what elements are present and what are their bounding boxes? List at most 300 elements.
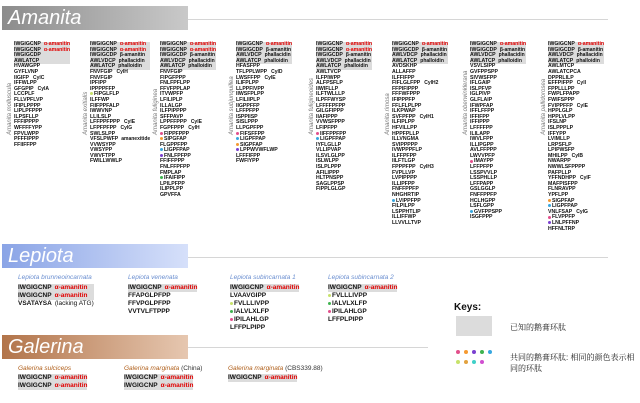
peptide-sequence: HPPFPLLP [392,130,420,137]
peptide-row [328,316,397,324]
toxin-name: α-amanitin [43,46,71,53]
peptide-sequence: VVWSYPP [90,141,116,148]
peptide-sequence: FIPPLGLGP [316,186,346,193]
peptide-sequence: IFFLFFPP [470,108,495,115]
lepiota-peptide-list [230,284,299,332]
key-color-dot [488,350,492,354]
peptide-sequence: GFGPIP [14,85,34,92]
peptide-sequence: IWGIGCNP [18,284,52,291]
peptide-sequence: ILFPIWPP [316,74,341,81]
peptide-sequence: FPPLLLPP [548,85,575,92]
shared-peptide-dot [160,154,163,157]
peptide-sequence: FWILLWWLP [90,158,122,165]
peptide-sequence: SIVWSFPP [470,74,497,81]
key-color-dot [472,350,476,354]
peptide-sequence: FNLFFPFPP [160,164,190,171]
peptide-sequence: AWLATCPCA [548,68,581,75]
toxin-name: α-amanitin [499,41,527,47]
peptide-row [548,227,604,233]
section-rule-amanita [188,19,608,20]
section-band-amanita: Amanita [2,6,188,30]
peptide-sequence: IWGIGCNP [548,41,575,47]
species-peptide-column [470,42,526,221]
peptide-sequence: LFFFFPFPP [316,102,346,109]
peptide-sequence: FWFIYPP [236,158,260,165]
peptide-sequence: LPIPWSFP [548,147,575,154]
peptide-row [14,143,70,149]
peptide-sequence: GILGFIPPP [316,108,344,115]
peptide-sequence: IWGIGCNP [14,41,41,47]
peptide-sequence: HFFNLTRP [548,225,575,232]
peptide-sequence: AWLATCP [160,63,186,70]
peptide-sequence: AWLATCP [316,63,342,70]
peptide-sequence: FVPLLVP [392,169,415,176]
peptide-sequence: LFIPFPP [316,124,338,131]
peptide-sequence: AVDSKHP [392,63,417,70]
key-known-swatch [456,316,492,336]
peptide-sequence: FIPGFPPP [160,74,186,81]
peptide-sequence: FLGPPFPP [160,141,188,148]
section-band-lepiota: Lepiota [2,244,188,268]
peptide-row [328,308,397,316]
peptide-sequence: ILFPIPPPP [160,108,187,115]
peptide-sequence: FVIPPFFP [548,102,573,109]
shared-peptide-dot [236,132,239,135]
shared-peptide-dot [328,302,331,305]
peptide-sequence: NWARPP [548,158,571,165]
peptide-sequence: LFFPLPIPP [230,324,266,331]
cyclopeptide-tag: CylH [188,124,200,131]
peptide-sequence: ILPSFLLP [14,113,39,120]
cyclopeptide-tag: CylD [271,68,283,75]
peptide-sequence: FNLFPFLPP [160,80,190,87]
peptide-sequence: IFIPLPPPP [14,102,41,109]
cyclopeptide-tag: CylE [576,102,588,109]
peptide-sequence: ALFPSFLP [316,80,343,87]
key-color-dot [480,360,484,364]
peptide-sequence: SWLSLPP [90,130,116,137]
keys-title: Keys: [454,302,482,313]
peptide-sequence: FLLVPFLVP [14,96,43,103]
peptide-sequence: GLFLAIP [470,96,493,103]
peptide-sequence: LVIMLLP [548,136,570,143]
shared-peptide-dot [230,310,233,313]
peptide-sequence: AWLATCP [470,57,496,64]
peptide-sequence: LLVVLLTVP [392,220,421,226]
peptide-sequence: LFFPFPP [470,164,494,171]
peptide-sequence: HLTPNSPP [316,175,344,182]
peptide-sequence: SFFPAVP [160,113,184,120]
lepiota-species-label: Lepiota subincarnata 1 [230,274,296,281]
section-rule-galerina [188,347,428,348]
peptide-sequence: LPPWVWFLWP [240,147,278,154]
peptide-sequence: FILPILPP [392,203,415,210]
key-shared-text: 共同的鹅膏环肽: 相同的颜色表示相同的环肽 [510,353,635,373]
peptide-row [90,159,150,165]
peptide-row [392,221,448,227]
peptide-sequence: GPVFFA [160,192,181,199]
peptide-sequence: EFFPIFPP [548,80,573,87]
peptide-sequence: AWLVDCP [160,57,186,64]
species-label-vertical: Amanita molluscula [7,82,13,135]
species-label-vertical: Amanita oberwinklerana [463,70,469,135]
cyclopeptide-tag: CylH2 [424,80,439,87]
peptide-sequence: AWLMTCP [548,63,575,70]
cyclopeptide-tag: CylE [123,119,136,126]
peptide-sequence: ILKPWAP [392,108,416,115]
peptide-sequence: IWGIGCNP [328,284,362,291]
toxin-name: α-amanitin [54,284,88,291]
peptide-sequence: VLLIPVAP [316,147,341,154]
peptide-sequence: IWGIGCNP [14,46,41,53]
shared-peptide-dot [316,132,319,135]
cyclopeptide-tag: CylH1 [419,113,434,120]
peptide-sequence: IIAFIPPP [316,113,338,120]
cyclopeptide-tag: CylF [579,175,591,182]
shared-peptide-dot [548,221,551,224]
peptide-sequence: IPILAHLGP [234,316,269,323]
peptide-sequence: IWGIGCNP [18,374,52,381]
peptide-sequence: LFFFIFPP [236,152,261,159]
peptide-row [470,215,526,221]
toxin-name: phallacidin [344,57,371,64]
toxin-name: amanexitide [121,136,151,143]
peptide-sequence: FNVFGIP [90,68,113,75]
species-peptide-column [316,42,372,193]
lepiota-species-label: Lepiota subincarnata 2 [328,274,394,281]
peptide-row [128,292,197,300]
cyclopeptide-tag: CylB [571,152,584,159]
peptide-sequence: AVLFFPPP [470,147,497,154]
peptide-sequence: AWLVDCP [90,57,116,64]
peptide-sequence: VSATAYSA [18,300,52,307]
peptide-sequence: LFPFPFPP [90,124,117,131]
peptide-sequence: HFVILLPP [392,124,418,131]
peptide-sequence: IFLGAIP [470,80,491,87]
peptide-row [128,300,197,308]
peptide-sequence: LFFPLPIPP [328,316,364,323]
shared-peptide-dot [230,318,233,321]
cyclopeptide-tag: CylA [37,85,50,92]
peptide-sequence: IFIPPPFP [392,96,416,103]
peptide-sequence: ISLPPPLP [548,124,574,131]
toxin-name: α-amanitin [189,46,217,53]
shared-peptide-dot [328,310,331,313]
toxin-name: α-amanitin [164,284,198,291]
peptide-sequence: FNVFGIP [90,74,113,81]
toxin-name: phalloidin [498,57,522,64]
species-label-vertical: Amanita rimosa [385,93,391,135]
peptide-sequence: IMAYPP [474,158,494,165]
peptide-sequence: IALVLXLFP [332,300,367,307]
shared-peptide-dot [316,137,319,140]
peptide-sequence: PAFPLLP [548,169,572,176]
toxin-name: phallacidin [188,57,215,64]
key-color-dot [464,360,468,364]
peptide-sequence: ILFFPFPP [392,152,417,159]
peptide-sequence: IFFYPP [548,130,567,137]
peptide-sequence: HPPLVLPP [548,113,575,120]
peptide-sequence: IWGIGCNP [124,374,158,381]
peptide-sequence: ILFTWLLLP [316,91,345,98]
species-peptide-column [548,42,604,232]
peptide-sequence: MAFPISFPP [548,180,578,187]
peptide-sequence: FVLLLIVPP [332,292,368,299]
section-rule-lepiota [188,257,608,258]
peptide-sequence: HVAWGPP [14,63,41,70]
peptide-row [128,308,197,316]
peptide-row [124,382,193,390]
peptide-sequence: ILLIFFWP [392,214,416,221]
toxin-name: α-amanitin [265,41,293,47]
species-label-vertical: Amanita fuligineoides [309,77,315,135]
shared-peptide-dot [548,204,551,207]
peptide-sequence: FFIFFPPP [160,158,185,165]
peptide-sequence: LSSPVVLP [470,169,498,176]
key-color-dot [472,360,476,364]
key-color-dot [456,350,460,354]
peptide-sequence: VFSLPWFP [90,136,119,143]
peptide-sequence: FLVPPFP [552,214,575,221]
peptide-sequence: FIIFPPFALP [90,102,120,109]
peptide-sequence: FWIFSPPP [548,96,575,103]
peptide-sequence: IIWIFLLP [316,85,339,92]
peptide-sequence: SISLPPP [236,119,258,126]
toxin-name: phalloidin [576,57,600,64]
shared-peptide-dot [470,160,473,163]
peptide-sequence: IILFTLGP [392,158,416,165]
peptide-sequence: IWGIGCDP [236,46,263,53]
galerina-peptide-list [124,374,193,390]
toxin-name: α-amanitin [345,41,373,47]
peptide-sequence: IWGIGCNP [90,46,117,53]
species-label-vertical: Amanita subjunquillea [229,76,235,135]
peptide-sequence: SVFPFPP [392,113,416,120]
peptide-row [160,193,216,199]
peptide-row [230,284,299,292]
peptide-sequence: HPPLGLP [548,108,573,115]
peptide-sequence: FGPFPPP [160,124,185,131]
peptide-sequence: IPILAHLGP [332,308,367,315]
peptide-sequence: GVFPPSPP [474,208,502,215]
peptide-sequence: ILILAPP [470,130,490,137]
species-peptide-column [14,42,70,148]
peptide-sequence: ILLIPGPP [470,141,494,148]
toxin-name: β-amanitin [189,52,216,59]
peptide-sequence: NWWLSFPPPP [548,164,586,171]
peptide-sequence: AWLVDCP [392,52,418,59]
toxin-name: α-amanitin [160,374,194,381]
peptide-sequence: LFFPAPP [470,180,494,187]
peptide-sequence: ISLPFVP [470,85,492,92]
peptide-sequence: IWGIGCDP [316,52,343,59]
peptide-sequence: IWGIGCNP [160,46,187,53]
peptide-sequence: FMPLAP [160,169,182,176]
toxin-name: α-amanitin [54,292,88,299]
peptide-sequence: FIPPFPPP [164,130,190,137]
cyclopeptide-tag: CylH [116,68,128,75]
toxin-name: phallacidin [264,52,291,59]
peptide-sequence: VSVLSIPP [470,63,496,70]
peptide-sequence: LVAAVGIPP [230,292,267,299]
cyclopeptide-tag: CylE [264,74,276,81]
peptide-sequence: ILPFFWYSP [316,96,346,103]
peptide-sequence: ISGFPPP [470,214,493,221]
key-color-dot [464,350,468,354]
peptide-sequence: NHGHRTIP [392,192,420,199]
species-peptide-column [236,42,292,165]
peptide-row [124,374,193,382]
toxin-name: α-amanitin [54,374,88,381]
peptide-sequence: ILLIPFPP [392,180,415,187]
cyclopeptide-tag: CylE [190,119,202,126]
toxin-name: β-amanitin [499,46,526,53]
peptide-sequence: VWVFTPP [90,152,116,159]
peptide-sequence: IWGIGCNP [230,284,264,291]
peptide-sequence: AWLVDCP [548,52,574,59]
peptide-sequence: VWSYPP [90,147,113,154]
peptide-sequence: AWLATCP [90,63,116,70]
peptide-row [316,187,372,193]
toxin-name: α-amanitin [189,41,217,47]
species-label-vertical: Amanita fuliginea [153,88,159,135]
peptide-sequence: AWLATCP [548,57,574,64]
peptide-sequence: LSFLGPP [470,203,494,210]
peptide-row [18,300,94,308]
shared-peptide-dot [160,137,163,140]
cyclopeptide-tag: CylC [33,74,45,81]
peptide-sequence: SVIPPPPP [392,141,418,148]
peptide-sequence: IWGIGCDP [548,46,575,53]
peptide-sequence: LIGPFPAP [240,136,266,143]
peptide-sequence: IFFIFPP [470,113,490,120]
shared-peptide-dot [90,92,93,95]
peptide-sequence: IGLPIVP [470,91,491,98]
peptide-sequence: SIPGFAP [164,136,187,143]
peptide-sequence: GYFLVNP [14,68,39,75]
peptide-sequence: FFPIFIPPP [392,85,419,92]
toxin-name: phallacidin [118,57,145,64]
key-known-text: 已知的鹅膏环肽 [510,323,566,332]
peptide-sequence: FIFLGLFPP [392,80,421,87]
species-peptide-column [392,42,448,227]
toxin-name: α-amanitin [266,284,300,291]
shared-peptide-dot [392,199,395,202]
toxin-name: α-amanitin [264,374,298,381]
peptide-sequence: FLNRAVPP [548,186,576,193]
lepiota-peptide-list [18,284,94,308]
toxin-name: β-amanitin [577,46,604,53]
peptide-sequence: FFAPGLPFPP [128,292,171,299]
peptide-sequence: SIGPFAP [240,141,263,148]
toxin-name: α-amanitin [577,41,605,47]
toxin-name: α-amanitin [345,46,373,53]
peptide-sequence: IWGIGCNP [470,41,497,47]
peptide-sequence: LPPFFPPP [160,119,187,126]
peptide-sequence: IWGIGCNP [236,41,263,47]
galerina-species-label: Galerina marginata (China) [124,365,203,372]
peptide-sequence: ILFFIFPP [392,74,415,81]
peptide-sequence: ITVWPFP [160,91,184,98]
peptide-sequence: DPPRLILP [548,74,574,81]
toxin-name: phalloidin [118,63,142,70]
shared-peptide-dot [548,199,551,202]
peptide-sequence: IWGIGCNP [316,46,343,53]
peptide-sequence: IWGIGCDP [392,46,419,53]
peptide-sequence: AWLATCP [392,57,418,64]
peptide-sequence: ALLAFFP [392,68,416,75]
galerina-species-label: Galerina marginata (CBS339.88) [228,365,323,372]
peptide-sequence: IIGIFP [14,74,29,81]
peptide-row [18,374,87,382]
peptide-sequence: IWGIGCNP [128,284,162,291]
peptide-sequence: LLILSLP [90,113,112,120]
peptide-row [230,308,299,316]
peptide-sequence: ILSVLGLPP [316,152,345,159]
peptide-row [328,292,397,300]
peptide-sequence: ILLVNGMA [392,136,419,143]
peptide-sequence: LFFPFPP [236,108,260,115]
peptide-sequence: LFILIPLP [160,96,183,103]
shared-peptide-dot [328,294,331,297]
peptide-sequence: ISLPLPPP [316,164,342,171]
toxin-name: phalloidin [264,57,288,64]
cyclopeptide-tag: CylG [120,124,133,131]
species-label-vertical: Amanita exitialis [83,91,89,135]
peptide-sequence: YPFLPP [548,192,569,199]
peptide-sequence: FNFFPPFP [470,192,497,199]
peptide-sequence: GSLGGLP [470,186,496,193]
peptide-sequence: LSPPHTLIP [392,208,421,215]
peptide-sequence: ISLWLPP [316,158,339,165]
peptide-row [18,284,94,292]
peptide-sequence: FFVFPPLAP [160,85,191,92]
peptide-sequence: FFIIFFPP [14,141,37,148]
peptide-row [230,292,299,300]
peptide-sequence: FFVPGLPFPP [128,300,171,307]
toxin-name: α-amanitin [421,41,449,47]
peptide-sequence: LSSPHLLP [470,175,498,182]
species-label-vertical: Amanita pallidorosea [541,78,547,135]
peptide-sequence: FIFSFFPP [240,130,265,137]
shared-peptide-dot [548,216,551,219]
peptide-row [228,374,297,382]
peptide-sequence: IIWSFPLPP [236,91,264,98]
key-shared-dots [456,350,496,376]
peptide-row [236,159,292,165]
peptide-sequence: ILLALGP [160,102,183,109]
peptide-sequence: IWGIGCDP [470,46,497,53]
peptide-sequence: VVWSFPPP [316,119,345,126]
peptide-sequence: SAGLPPSP [316,180,345,187]
peptide-sequence: LVPIPPPP [392,175,417,182]
peptide-sequence: TFLPPLWPP [236,68,268,75]
peptide-sequence: AFILIPPP [316,169,340,176]
peptide-sequence: AWLVDCP [316,57,342,64]
toxin-name: phallacidin [576,52,603,59]
toxin-name: α-amanitin [119,46,147,53]
peptide-sequence: MHILPP [548,152,568,159]
peptide-row [230,316,299,324]
peptide-sequence: IFWPFAP [470,102,494,109]
toxin-name: phallacidin [498,52,525,59]
shared-peptide-dot [230,302,233,305]
section-band-galerina: Galerina [2,335,188,359]
peptide-sequence: IWGIGCNP [392,41,419,47]
toxin-name: β-amanitin [265,46,292,53]
shared-peptide-dot [236,143,239,146]
peptide-sequence: LFILIIPLP [236,96,260,103]
